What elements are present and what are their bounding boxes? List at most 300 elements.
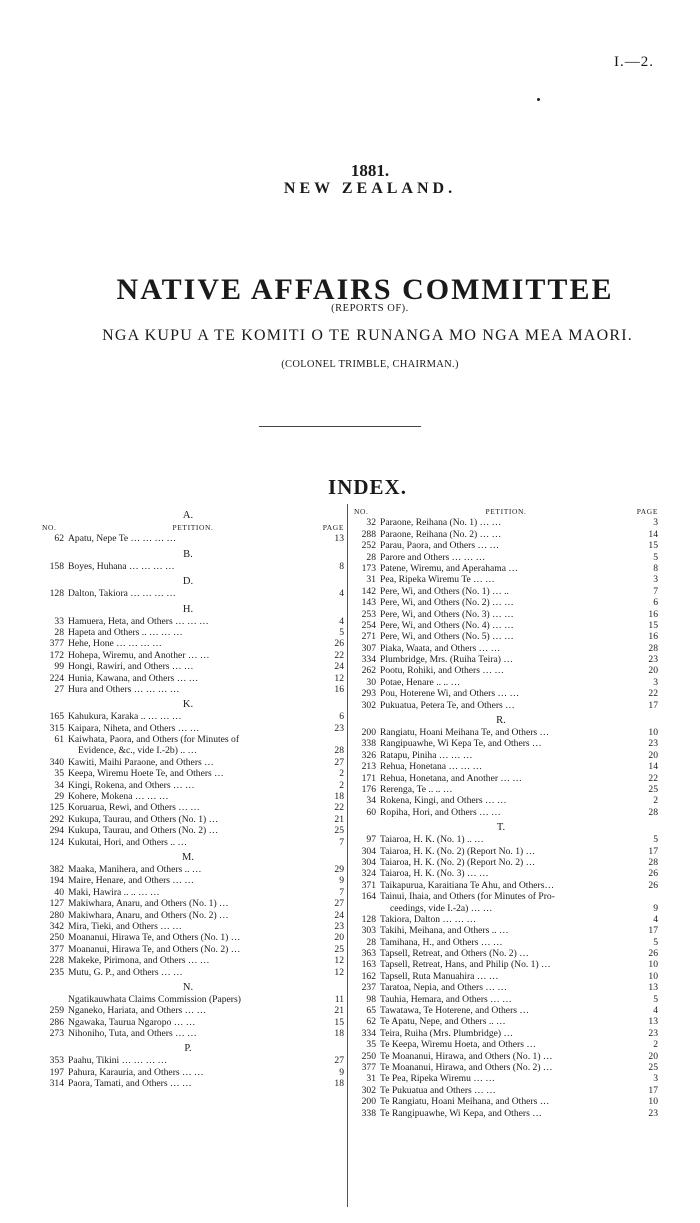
entry-petition: Taiaroa, H. K. (No. 2) (Report No. 1) … xyxy=(380,845,536,857)
entry-page: 20 xyxy=(334,932,344,944)
entry-petition: Kohere, Mokena … … … xyxy=(68,791,169,803)
index-entry xyxy=(42,588,344,599)
entry-number: 125 xyxy=(49,802,64,814)
section-letter: K. xyxy=(182,699,194,711)
index-entry xyxy=(354,891,658,902)
entry-petition: Nihoniho, Tuta, and Others … … xyxy=(68,1028,197,1040)
section-letter: N. xyxy=(182,981,194,993)
entry-number: 340 xyxy=(49,756,64,768)
entry-page: 17 xyxy=(648,1084,658,1096)
entry-number: 98 xyxy=(366,993,376,1005)
entry-page: 11 xyxy=(334,993,344,1005)
entry-number: 288 xyxy=(361,528,376,540)
entry-petition: Pahura, Karauria, and Others … … xyxy=(68,1066,204,1078)
section-letter: P. xyxy=(184,1043,192,1055)
entry-number: 262 xyxy=(361,665,376,677)
entry-page: 26 xyxy=(648,868,658,880)
index-entry xyxy=(354,1016,658,1027)
entry-petition: Pere, Wi, and Others (No. 4) … … xyxy=(380,619,514,631)
entry-number: 30 xyxy=(366,676,376,688)
index-entry xyxy=(354,937,658,948)
index-entry xyxy=(354,609,658,620)
entry-number: 164 xyxy=(361,891,376,903)
entry-page: 20 xyxy=(648,749,658,761)
index-entry xyxy=(42,802,344,813)
index-entry xyxy=(42,673,344,684)
index-entry xyxy=(354,677,658,688)
entry-number: 237 xyxy=(361,982,376,994)
section-letter: B. xyxy=(183,548,193,560)
entry-page: 16 xyxy=(648,608,658,620)
entry-petition: Rehua, Honetana, and Another … … xyxy=(380,772,523,784)
index-entry xyxy=(42,533,344,544)
entry-page: 4 xyxy=(653,913,658,925)
entry-number: 314 xyxy=(49,1078,64,1090)
entry-petition: Pea, Ripeka Wiremu Te … … xyxy=(380,574,495,586)
entry-page: 17 xyxy=(648,925,658,937)
entry-number: 31 xyxy=(366,1073,376,1085)
entry-page: 23 xyxy=(334,920,344,932)
entry-page: 28 xyxy=(648,856,658,868)
entry-petition: Rokena, Kingi, and Others … … xyxy=(380,795,507,807)
entry-number: 228 xyxy=(49,955,64,967)
entry-petition: Kingi, Rokena, and Others … … xyxy=(68,779,195,791)
entry-number: 32 xyxy=(366,517,376,529)
index-entry xyxy=(354,517,658,528)
entry-page: 26 xyxy=(648,879,658,891)
index-entry xyxy=(42,650,344,661)
entry-number: 97 xyxy=(366,834,376,846)
entry-number: 35 xyxy=(54,768,64,780)
entry-page: 5 xyxy=(653,993,658,1005)
entry-page: 14 xyxy=(648,761,658,773)
entry-number: 254 xyxy=(361,619,376,631)
document-subtitle: (REPORTS OF). xyxy=(331,303,409,314)
entry-page: 10 xyxy=(648,727,658,739)
entry-number: 353 xyxy=(49,1055,64,1067)
entry-page: 10 xyxy=(648,959,658,971)
entry-petition: Paora, Tamati, and Others … … xyxy=(68,1078,192,1090)
index-entry xyxy=(42,967,344,978)
entry-petition: Makiwhara, Anaru, and Others (No. 1) … xyxy=(68,898,229,910)
entry-page: 23 xyxy=(648,738,658,750)
index-entry xyxy=(354,1108,658,1119)
entry-page: 7 xyxy=(339,886,344,898)
index-entry xyxy=(42,745,344,756)
entry-petition: Koruarua, Rewi, and Others … … xyxy=(68,802,200,814)
entry-petition: Mutu, G. P., and Others … … xyxy=(68,966,183,978)
index-entry xyxy=(42,616,344,627)
entry-page: 26 xyxy=(648,948,658,960)
entry-page: 14 xyxy=(648,528,658,540)
index-entry xyxy=(354,971,658,982)
index-entry xyxy=(354,994,658,1005)
index-entry xyxy=(354,903,658,914)
index-entry xyxy=(42,1017,344,1028)
index-entry xyxy=(42,734,344,745)
header-no: NO. xyxy=(42,522,57,532)
entry-petition: Pere, Wi, and Others (No. 1) … .. xyxy=(380,585,509,597)
entry-number: 172 xyxy=(49,649,64,661)
entry-page: 5 xyxy=(653,551,658,563)
entry-page: 22 xyxy=(648,688,658,700)
index-entry xyxy=(42,638,344,649)
index-entry xyxy=(42,825,344,836)
entry-number: 27 xyxy=(54,683,64,695)
entry-page: 27 xyxy=(334,756,344,768)
index-entry xyxy=(354,643,658,654)
entry-petition: Tapsell, Retreat, Hans, and Philip (No. 1) … xyxy=(380,959,551,971)
entry-page: 24 xyxy=(334,909,344,921)
entry-petition: Teira, Ruiha (Mrs. Plumbridge) … xyxy=(380,1027,514,1039)
index-entry xyxy=(354,880,658,891)
entry-petition: Boyes, Huhana … … … … xyxy=(68,560,175,572)
entry-page: 28 xyxy=(648,642,658,654)
entry-number: 252 xyxy=(361,540,376,552)
entry-page: 22 xyxy=(334,649,344,661)
index-entry xyxy=(42,837,344,848)
entry-number: 65 xyxy=(366,1005,376,1017)
entry-petition: Ratapu, Piniha … … … xyxy=(380,749,473,761)
entry-petition: Makeke, Pirimona, and Others … … xyxy=(68,955,210,967)
entry-petition: Paraone, Reihana (No. 1) … … xyxy=(380,517,502,529)
entry-number: 124 xyxy=(49,836,64,848)
entry-page: 22 xyxy=(334,802,344,814)
entry-petition: Hongi, Rawiri, and Others … … xyxy=(68,661,194,673)
entry-petition: Hohepa, Wiremu, and Another … … xyxy=(68,649,210,661)
entry-number xyxy=(42,994,68,1005)
entry-number: 62 xyxy=(366,1016,376,1028)
entry-petition: Paahu, Tikini … … … … xyxy=(68,1055,168,1067)
entry-petition: Te Pukuatua and Others … … xyxy=(380,1084,496,1096)
entry-petition: Pootu, Rohiki, and Others … … xyxy=(380,665,504,677)
entry-number: 363 xyxy=(361,948,376,960)
entry-page: 16 xyxy=(648,631,658,643)
entry-page xyxy=(636,891,658,902)
entry-petition: Taratoa, Nepia, and Others … … xyxy=(380,982,507,994)
entry-page: 2 xyxy=(653,795,658,807)
entry-petition: Rangipuawhe, Wi Kepa Te, and Others … xyxy=(380,738,542,750)
entry-petition: Taiaroa, H. K. (No. 2) (Report No. 2) … xyxy=(380,856,536,868)
entry-petition: Pere, Wi, and Others (No. 5) … … xyxy=(380,631,514,643)
index-entry xyxy=(42,1078,344,1089)
index-entry xyxy=(354,586,658,597)
entry-petition: Pou, Hoterene Wi, and Others … … xyxy=(380,688,520,700)
entry-page: 25 xyxy=(648,783,658,795)
index-entry xyxy=(354,846,658,857)
header-petition: PETITION. xyxy=(485,506,527,516)
column-divider xyxy=(347,504,348,1207)
entry-page: 4 xyxy=(339,588,344,600)
entry-number: 162 xyxy=(361,970,376,982)
index-entry xyxy=(354,795,658,806)
entry-number: 61 xyxy=(54,734,64,746)
entry-petition: Te Rangiatu, Hoani Meihana, and Others … xyxy=(380,1096,550,1108)
entry-number: 142 xyxy=(361,585,376,597)
index-entry xyxy=(42,661,344,672)
entry-number: 128 xyxy=(361,913,376,925)
entry-page: 18 xyxy=(334,791,344,803)
entry-number: 315 xyxy=(49,722,64,734)
entry-petition: Te Moananui, Hirawa, and Others (No. 1) … xyxy=(380,1050,553,1062)
entry-page: 10 xyxy=(648,1096,658,1108)
entry-petition: Parau, Paora, and Others … … xyxy=(380,540,500,552)
entry-number: 28 xyxy=(366,936,376,948)
entry-number: 302 xyxy=(361,1084,376,1096)
entry-page: 12 xyxy=(334,955,344,967)
index-entry xyxy=(354,925,658,936)
entry-number: 143 xyxy=(361,597,376,609)
entry-page: 23 xyxy=(648,654,658,666)
entry-number: 28 xyxy=(54,626,64,638)
entry-number: 338 xyxy=(361,1107,376,1119)
entry-number: 253 xyxy=(361,608,376,620)
entry-petition: Pukuatua, Petera Te, and Others … xyxy=(380,699,515,711)
entry-petition: Rangiatu, Hoani Meihana Te, and Others … xyxy=(380,727,550,739)
index-entry xyxy=(42,932,344,943)
index-entry xyxy=(354,529,658,540)
entry-page: 18 xyxy=(334,1028,344,1040)
entry-page: 6 xyxy=(653,597,658,609)
entry-petition: Maaka, Manihera, and Others .. … xyxy=(68,863,202,875)
column-header-row xyxy=(354,506,658,517)
entry-number: 377 xyxy=(361,1061,376,1073)
index-entry xyxy=(42,887,344,898)
entry-petition: Tapsell, Ruta Manuahira … … xyxy=(380,970,499,982)
entry-petition: Takihi, Meihana, and Others .. … xyxy=(380,925,509,937)
entry-page: 20 xyxy=(648,665,658,677)
entry-petition: Paraone, Reihana (No. 2) … … xyxy=(380,528,502,540)
entry-petition: Hamuera, Heta, and Others … … … xyxy=(68,615,209,627)
entry-petition: Kaiwhata, Paora, and Others (for Minutes of xyxy=(68,734,240,746)
index-entry xyxy=(354,784,658,795)
index-entry xyxy=(42,757,344,768)
entry-petition: Rerenga, Te .. .. … xyxy=(380,783,453,795)
entry-number: 40 xyxy=(54,886,64,898)
entry-petition: Piaka, Waata, and Others … … xyxy=(380,642,501,654)
entry-page: 9 xyxy=(339,1066,344,1078)
index-entry xyxy=(354,948,658,959)
entry-number: 165 xyxy=(49,711,64,723)
entry-petition: Plumbridge, Mrs. (Ruiha Teira) … xyxy=(380,654,513,666)
entry-petition: Moananui, Hirawa Te, and Others (No. 2) … xyxy=(68,943,241,955)
index-entry xyxy=(354,738,658,749)
entry-page: 3 xyxy=(653,574,658,586)
entry-number: 324 xyxy=(361,868,376,880)
entry-page: 27 xyxy=(334,898,344,910)
entry-page: 3 xyxy=(653,517,658,529)
entry-number: 127 xyxy=(49,898,64,910)
index-entry xyxy=(42,921,344,932)
entry-petition: Kukutai, Hori, and Others .. … xyxy=(68,836,188,848)
entry-page: 8 xyxy=(339,560,344,572)
entry-number: 176 xyxy=(361,783,376,795)
entry-page: 15 xyxy=(648,619,658,631)
entry-page: 17 xyxy=(648,845,658,857)
entry-page: 5 xyxy=(653,834,658,846)
index-entry xyxy=(354,654,658,665)
index-entry xyxy=(354,761,658,772)
entry-page: 9 xyxy=(653,902,658,914)
entry-page: 2 xyxy=(653,1039,658,1051)
entry-petition: Taiaroa, H. K. (No. 1) .. … xyxy=(380,834,484,846)
entry-petition: Ngawaka, Taurua Ngaropo … … xyxy=(68,1016,196,1028)
index-entry xyxy=(354,1062,658,1073)
entry-petition: Tawatawa, Te Hoterene, and Others … xyxy=(380,1005,529,1017)
index-entry xyxy=(42,1005,344,1016)
index-entry xyxy=(354,959,658,970)
entry-page: 17 xyxy=(648,699,658,711)
entry-page: 24 xyxy=(334,661,344,673)
country-heading: NEW ZEALAND. xyxy=(283,180,457,197)
index-entry xyxy=(354,688,658,699)
entry-number: 302 xyxy=(361,699,376,711)
report-year: 1881. xyxy=(350,161,390,180)
entry-page: 21 xyxy=(334,813,344,825)
entry-number: 128 xyxy=(49,588,64,600)
entry-page: 25 xyxy=(648,1061,658,1073)
index-entry xyxy=(354,750,658,761)
index-entry xyxy=(354,1096,658,1107)
index-entry xyxy=(354,552,658,563)
entry-number: 28 xyxy=(366,551,376,563)
index-entry xyxy=(354,574,658,585)
entry-page: 12 xyxy=(334,672,344,684)
index-entry xyxy=(42,723,344,734)
entry-page: 25 xyxy=(334,943,344,955)
entry-petition: Te Pea, Ripeka Wiremu … … xyxy=(380,1073,495,1085)
entry-number: 271 xyxy=(361,631,376,643)
index-entry xyxy=(354,857,658,868)
entry-petition: Keepa, Wiremu Hoete Te, and Others … xyxy=(68,768,224,780)
entry-page: 13 xyxy=(334,533,344,545)
entry-page: 26 xyxy=(334,638,344,650)
entry-number: 163 xyxy=(361,959,376,971)
entry-page: 16 xyxy=(334,683,344,695)
entry-page: 25 xyxy=(334,825,344,837)
entry-page: 10 xyxy=(648,970,658,982)
entry-number: 62 xyxy=(54,533,64,545)
index-right-column xyxy=(354,506,658,1119)
header-page: PAGE xyxy=(636,506,658,516)
entry-petition: Nganeko, Hariata, and Others … … xyxy=(68,1005,207,1017)
entry-number: 382 xyxy=(49,863,64,875)
entry-number: 200 xyxy=(361,727,376,739)
column-header-row xyxy=(42,522,344,533)
entry-page: 29 xyxy=(334,863,344,875)
index-entry xyxy=(42,791,344,802)
entry-number: 158 xyxy=(49,560,64,572)
index-entry xyxy=(42,780,344,791)
index-entry xyxy=(354,700,658,711)
entry-page: 3 xyxy=(653,1073,658,1085)
ink-dot xyxy=(537,98,540,101)
entry-petition: Tamihana, H., and Others … … xyxy=(380,936,503,948)
entry-petition: Kawiti, Maihi Paraone, and Others … xyxy=(68,756,214,768)
index-left-column xyxy=(42,506,344,1090)
index-entry xyxy=(42,910,344,921)
entry-petition: Kaipara, Niheta, and Others … … xyxy=(68,722,200,734)
entry-petition: Maki, Hawira .. .. … … xyxy=(68,886,160,898)
entry-petition: Te Apatu, Nepe, and Others .. … xyxy=(380,1016,506,1028)
entry-number: 34 xyxy=(54,779,64,791)
index-entry xyxy=(354,631,658,642)
entry-page: 4 xyxy=(339,615,344,627)
index-entry xyxy=(42,814,344,825)
index-entry xyxy=(354,834,658,845)
index-entry xyxy=(354,1005,658,1016)
index-entry xyxy=(354,868,658,879)
entry-petition: Dalton, Takiora … … … … xyxy=(68,588,176,600)
entry-number: 303 xyxy=(361,925,376,937)
entry-page: 23 xyxy=(648,1027,658,1039)
entry-number: 250 xyxy=(49,932,64,944)
entry-petition: Hunia, Kawana, and Others … … xyxy=(68,672,199,684)
entry-number: 371 xyxy=(361,879,376,891)
entry-page: 13 xyxy=(648,982,658,994)
maori-title: NGA KUPU A TE KOMITI O TE RUNANGA MO NGA MEA MAORI. xyxy=(102,327,633,344)
entry-number: 194 xyxy=(49,875,64,887)
entry-petition: Te Rangipuawhe, Wi Kepa, and Others … xyxy=(380,1107,542,1119)
entry-number: 31 xyxy=(366,574,376,586)
index-entry xyxy=(354,563,658,574)
entry-petition: Patene, Wiremu, and Aperahama … xyxy=(380,562,518,574)
entry-number: 171 xyxy=(361,772,376,784)
index-entry xyxy=(354,1073,658,1084)
entry-number: 377 xyxy=(49,943,64,955)
entry-petition: Kahukura, Karaka .. … … … xyxy=(68,711,182,723)
index-entry xyxy=(354,1085,658,1096)
entry-number: 292 xyxy=(49,813,64,825)
entry-petition: Te Keepa, Wiremu Hoeta, and Others … xyxy=(380,1039,536,1051)
entry-page: 28 xyxy=(648,806,658,818)
index-entry xyxy=(42,875,344,886)
entry-page: 5 xyxy=(653,936,658,948)
header-no: NO. xyxy=(354,506,369,516)
section-letter: H. xyxy=(182,603,194,615)
entry-number: 304 xyxy=(361,845,376,857)
index-entry xyxy=(42,684,344,695)
entry-petition: Ropiha, Hori, and Others … … xyxy=(380,806,501,818)
entry-petition: Pere, Wi, and Others (No. 2) … … xyxy=(380,597,514,609)
entry-number: 307 xyxy=(361,642,376,654)
entry-number: 34 xyxy=(366,795,376,807)
index-entry xyxy=(42,1055,344,1066)
entry-petition: Maire, Henare, and Others … … xyxy=(68,875,195,887)
entry-number: 35 xyxy=(366,1039,376,1051)
entry-page: 8 xyxy=(653,562,658,574)
entry-number: 173 xyxy=(361,562,376,574)
entry-petition: ceedings, vide I.-2a) … … xyxy=(390,902,493,914)
section-letter: A. xyxy=(182,510,194,521)
entry-petition: Pere, Wi, and Others (No. 3) … … xyxy=(380,608,514,620)
header-page: PAGE xyxy=(322,522,344,532)
entry-number: 200 xyxy=(361,1096,376,1108)
entry-number: 33 xyxy=(54,615,64,627)
index-entry xyxy=(354,914,658,925)
entry-number: 338 xyxy=(361,738,376,750)
entry-number: 213 xyxy=(361,761,376,773)
index-entry xyxy=(42,864,344,875)
index-entry xyxy=(354,727,658,738)
section-letter: R. xyxy=(496,715,506,727)
entry-page: 18 xyxy=(334,1078,344,1090)
entry-number: 197 xyxy=(49,1066,64,1078)
section-letter: M. xyxy=(182,851,194,863)
entry-number: 60 xyxy=(366,806,376,818)
entry-page: 15 xyxy=(648,540,658,552)
entry-number: 235 xyxy=(49,966,64,978)
